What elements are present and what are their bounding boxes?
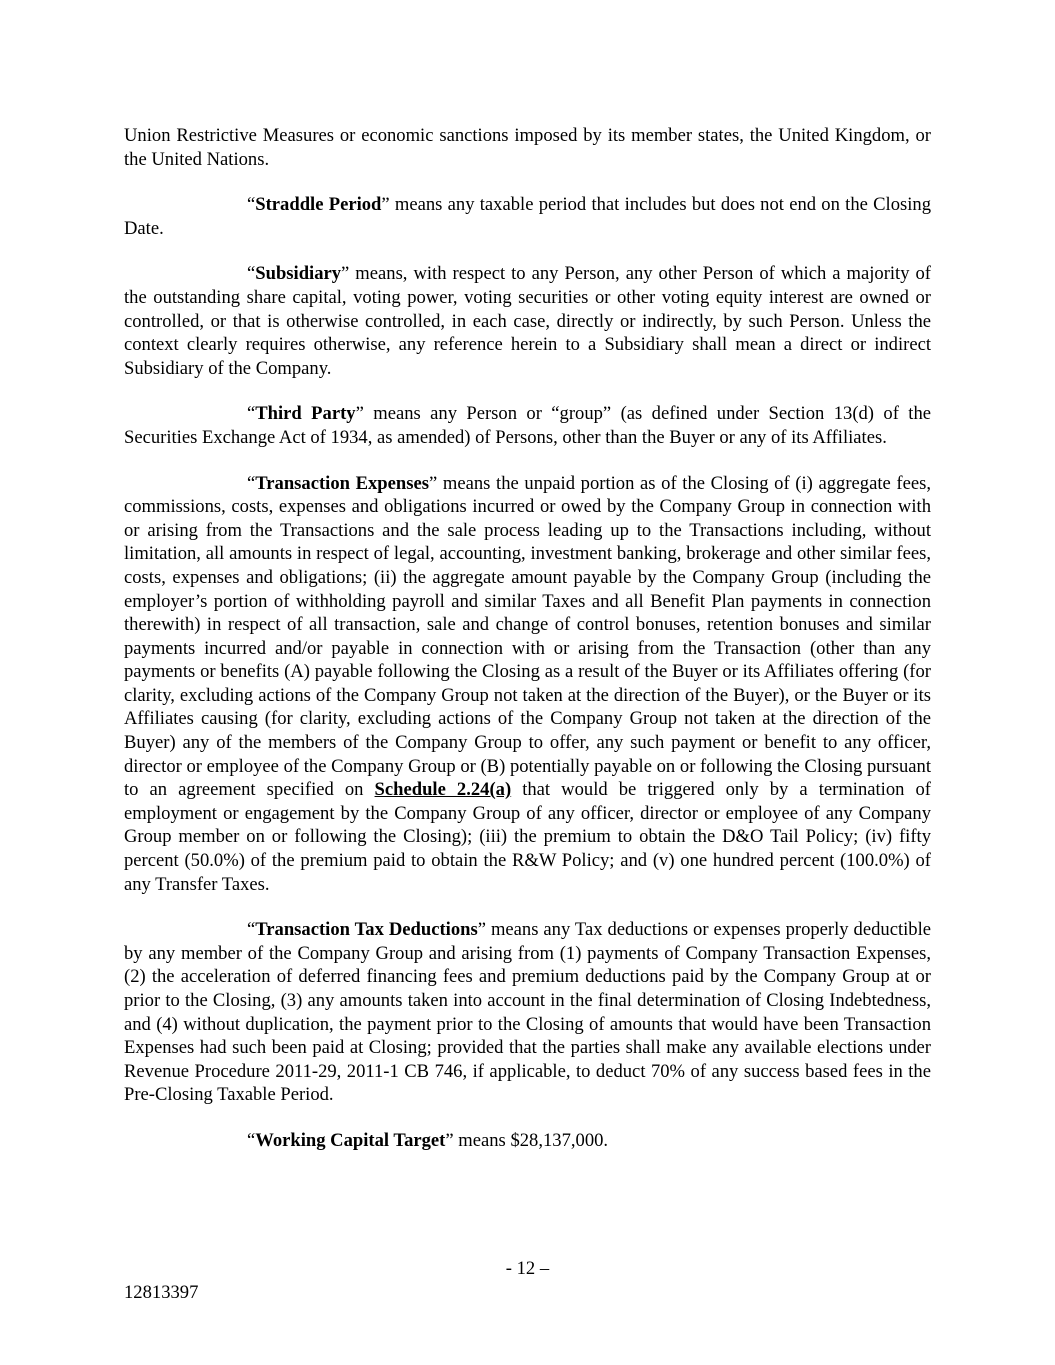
definition-text: means any taxable period that includes but does not end on the Closing Date. [124,194,931,239]
defined-term: Third Party [255,403,356,425]
continuation-text: Union Restrictive Measures or economic sanctions imposed by its member states, the United Kingdom, or the United Nations. [124,125,931,170]
close-quote: ” [428,472,438,494]
open-quote: “ [247,919,256,941]
defined-term: Transaction Expenses [255,472,429,494]
document-page [124,124,931,1175]
definition-transaction-expenses [124,472,931,897]
schedule-reference: Schedule 2.24(a) [374,779,512,801]
document-id: 12813397 [124,1282,199,1303]
open-quote: “ [247,263,256,285]
definition-text: means $28,137,000. [453,1129,609,1151]
defined-term: Working Capital Target [255,1129,446,1151]
continuation-paragraph [124,124,931,171]
close-quote: ” [445,1129,454,1151]
close-quote: ” [381,194,390,216]
definition-text-before-schedule: means the unpaid portion as of the Closing of (i) aggregate fees, commissions, costs, expenses and obligations incurred or owed by the Company Group in connection with or arising from the Transactions and the sale process leading up to the Transactions including, without limitation, all amounts in respect of legal, accounting, investment banking, brokerage and other similar fees, costs, expenses and obligations; (ii) the aggregate amount payable by the Company Group (including the employer’s portion of withholding payroll and similar Taxes and all Benefit Plan payments in connection therewith) in respect of all transaction, sale and change of control bonuses, retention bonuses and similar payments incurred and/or payable in connection with or arising from the Transaction (other than any payments or benefits (A) payable following the Closing as a result of the Buyer or its Affiliates offering (for clarity, excluding actions of the Company Group not taken at the direction of the Buyer), or the Buyer or its Affiliates causing (for clarity, excluding actions of the Company Group not taken at the direction of the Buyer) any of the members of the Company Group to offer, any such payment or benefit to any officer, director or employee of the Company Group or (B) potentially payable on or following the Closing pursuant to an agreement specified on [124,472,931,801]
close-quote: ” [477,919,486,941]
open-quote: “ [247,1129,256,1151]
defined-term: Straddle Period [255,194,382,216]
close-quote: ” [355,403,364,425]
defined-term: Subsidiary [255,263,342,285]
definition-text: means any Person or “group” (as defined under Section 13(d) of the Securities Exchange Act of 1934, as amended) of Persons, other than the Buyer or any of its Affiliates. [124,403,931,448]
defined-term: Transaction Tax Deductions [255,919,478,941]
definition-text-after-schedule: that would be triggered only by a termination of employment or engagement by the Company Group of any officer, director or employee of any Company Group member on or following the Closing); (iii) the premium to obtain the D&O Tail Policy; (iv) fifty percent (50.0%) of the premium paid to obtain the R&W Policy; and (v) one hundred percent (100.0%) of any Transfer Taxes. [124,779,931,895]
definition-straddle-period [124,193,931,240]
open-quote: “ [247,472,256,494]
definition-working-capital-target [124,1129,931,1153]
definition-subsidiary [124,262,931,380]
open-quote: “ [247,403,256,425]
open-quote: “ [247,194,256,216]
definition-text: means, with respect to any Person, any other Person of which a majority of the outstanding share capital, voting power, voting securities or other voting equity interest are owned or controlled, or that is otherwise controlled, in each case, directly or indirectly, by such Person. Unless the context clearly requires otherwise, any reference herein to a Subsidiary shall mean a direct or indirect Subsidiary of the Company. [124,263,931,379]
definition-text: means any Tax deductions or expenses properly deductible by any member of the Company Group and arising from (1) payments of Company Transaction Expenses, (2) the acceleration of deferred financing fees and premium deductions paid by the Company Group at or prior to the Closing, (3) any amounts taken into account in the final determination of Closing Indebtedness, and (4) without duplication, the payment prior to the Closing of amounts that would have been Transaction Expenses had such been paid at Closing; provided that the parties shall make any available elections under Revenue Procedure 2011-29, 2011-1 CB 746, if applicable, to deduct 70% of any success based fees in the Pre-Closing Taxable Period. [124,919,931,1106]
close-quote: ” [341,263,350,285]
definition-transaction-tax-deductions [124,918,931,1107]
page-number: - 12 – [505,1258,550,1279]
definition-third-party [124,402,931,449]
